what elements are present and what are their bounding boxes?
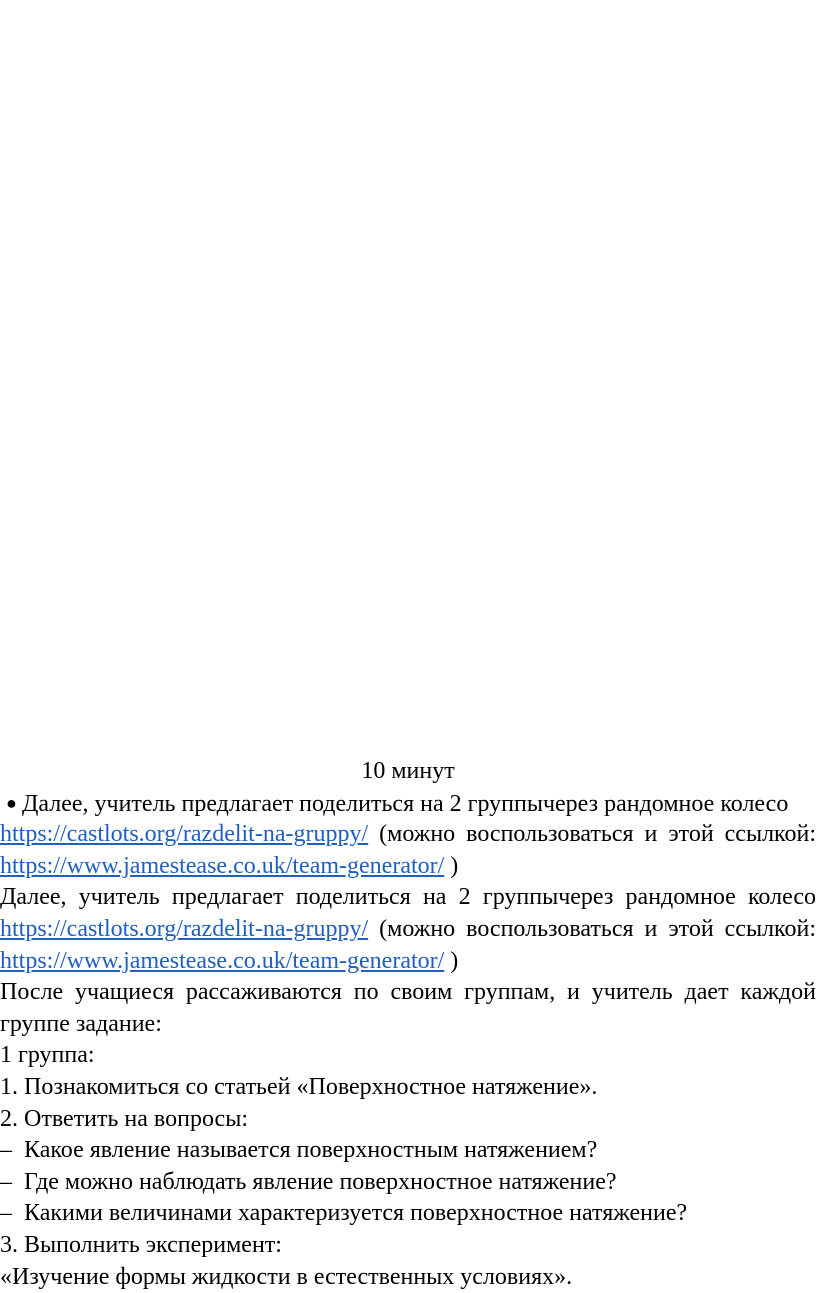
question-3-text: Какими величинами характеризуется поверхностное натяжение?: [24, 1200, 687, 1226]
bullet-icon: ●: [6, 788, 22, 820]
experiment-title: «Изучение формы жидкости в естественных условиях».: [0, 1262, 816, 1293]
question-2-text: Где можно наблюдать явление поверхностное натяжение?: [24, 1169, 617, 1195]
dash-marker: –: [0, 1198, 24, 1230]
bullet-paragraph-line2: [0, 819, 816, 851]
dash-marker: –: [0, 1167, 24, 1199]
step-2: 2. Ответить на вопросы:: [0, 1104, 816, 1136]
intro-line2: группе задание:: [0, 1009, 816, 1041]
repeat-paragraph-line1: [0, 882, 816, 914]
dash-marker: –: [0, 1135, 24, 1167]
repeat-paragraph-line2: [0, 914, 816, 946]
question-2: [0, 1167, 816, 1199]
repeat-paragraph-line3: [0, 946, 816, 978]
castlots-link-repeat[interactable]: https://castlots.org/razdelit-na-gruppy/: [0, 916, 368, 942]
question-3: [0, 1198, 816, 1230]
repeat-text-after: ): [450, 948, 458, 974]
group-heading: 1 группа:: [0, 1040, 816, 1072]
question-1-text: Какое явление называется поверхностным натяжением?: [24, 1137, 597, 1163]
castlots-link[interactable]: https://castlots.org/razdelit-na-gruppy/: [0, 821, 368, 847]
intro-line1: [0, 977, 816, 1009]
jamestease-link-repeat[interactable]: https://www.jamestease.co.uk/team-generator/: [0, 948, 444, 974]
bullet-paragraph-line3: [0, 851, 816, 883]
intro-text1: После учащиеся рассаживаются по своим группам, и учитель дает каждой: [0, 979, 816, 1005]
document-body: [0, 756, 816, 1293]
bullet-text: Далее, учитель предлагает поделиться на 2 группычерез рандомное колесо: [22, 791, 788, 817]
bullet-text-middle: (можно воспользоваться и этой ссылкой:: [379, 821, 816, 847]
bullet-paragraph-line1: [0, 788, 816, 820]
jamestease-link[interactable]: https://www.jamestease.co.uk/team-generator/: [0, 853, 444, 879]
repeat-text-middle: (можно воспользоваться и этой ссылкой:: [379, 916, 816, 942]
step-1: 1. Познакомиться со статьей «Поверхностное натяжение».: [0, 1072, 816, 1104]
duration-label: 10 минут: [0, 756, 816, 788]
step-3: 3. Выполнить эксперимент:: [0, 1230, 816, 1262]
bullet-text-after: ): [450, 853, 458, 879]
repeat-text: Далее, учитель предлагает поделиться на 2 группычерез рандомное колесо: [0, 884, 816, 910]
question-1: [0, 1135, 816, 1167]
